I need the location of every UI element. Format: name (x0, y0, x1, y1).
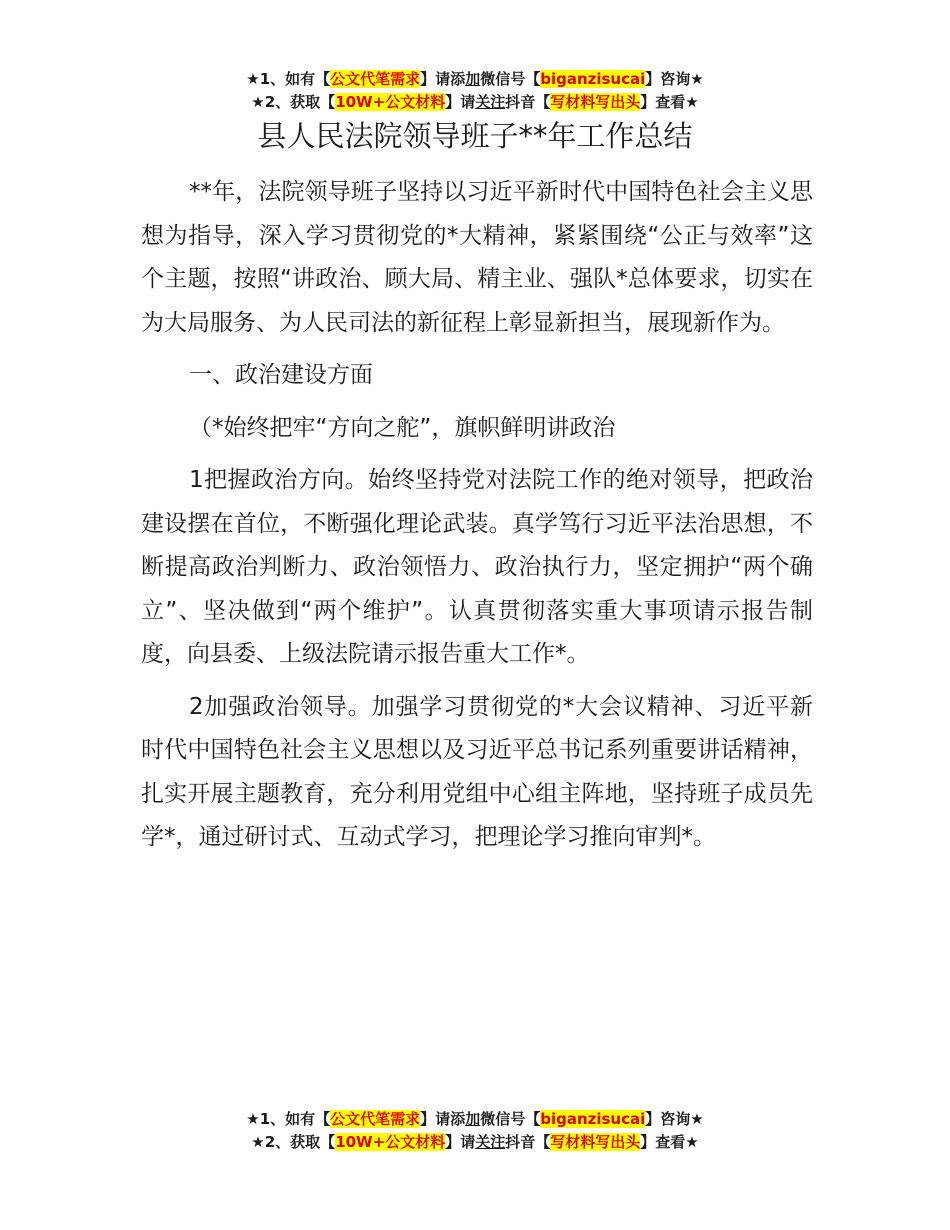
promo-text: 抖音【 (505, 93, 551, 111)
subsection-heading: （*始终把牢“方向之舵”，旗帜鲜明讲政治 (189, 414, 616, 441)
body-paragraph: 1把握政治方向。始终坚持党对法院工作的绝对领导，把政治建设摆在首位，不断强化理论武装。真学笃行习近平法治思想，不断提高政治判断力、政治领悟力、政治执行力，坚定拥护“两个确立”、坚决做到“两个维护”。认真贯彻落实重大事项请示报告制度，向县委、上级法院请示报告重大工作*。 (141, 467, 813, 667)
promo-text: 】咨询★ (645, 1110, 704, 1128)
promo-highlight-writing-service: 公文代笔需求 (330, 1110, 421, 1128)
promo-text: 】请添 (420, 70, 466, 88)
promo-underlined-text: 加 (465, 1110, 481, 1128)
promo-text: 】查看★ (640, 1133, 699, 1151)
promo-text: 】请 (445, 93, 476, 111)
promo-text: 】查看★ (640, 93, 699, 111)
promo-highlight-writing-service: 公文代笔需求 (330, 70, 421, 88)
promo-text: 】请 (445, 1133, 476, 1151)
document-body (141, 171, 813, 869)
section-heading: 一、政治建设方面 (189, 362, 373, 388)
promo-text: 】请添 (420, 1110, 466, 1128)
promo-highlight-wechat-id: biganzisucai (540, 1110, 646, 1128)
promo-line-2 (0, 91, 950, 114)
promo-highlight-douyin-account: 写材料写出头 (550, 1133, 641, 1151)
promo-line-2 (0, 1131, 950, 1154)
promo-highlight-materials: 10W+公文材料 (335, 93, 446, 111)
promo-highlight-wechat-id: biganzisucai (540, 70, 646, 88)
promo-text: 微信号【 (480, 70, 541, 88)
footer-promo-banner (0, 1108, 950, 1154)
promo-text: ★2、获取【 (251, 93, 336, 111)
promo-text: ★1、如有【 (246, 70, 331, 88)
intro-paragraph: **年，法院领导班子坚持以习近平新时代中国特色社会主义思想为指导，深入学习贯彻党的*大精神，紧紧围绕“公正与效率”这个主题，按照“讲政治、顾大局、精主业、强队*总体要求，切实在为大局服务、为人民司法的新征程上彰显新担当，展现新作为。 (141, 179, 813, 336)
promo-text: ★1、如有【 (246, 1110, 331, 1128)
promo-line-1 (0, 1108, 950, 1131)
promo-line-1 (0, 68, 950, 91)
promo-underlined-text: 加 (465, 70, 481, 88)
promo-text: 】咨询★ (645, 70, 704, 88)
header-promo-banner (0, 68, 950, 114)
promo-underlined-text: 关注 (475, 1133, 506, 1151)
promo-highlight-materials: 10W+公文材料 (335, 1133, 446, 1151)
document-title: 县人民法院领导班子**年工作总结 (257, 119, 693, 153)
promo-text: ★2、获取【 (251, 1133, 336, 1151)
promo-underlined-text: 关注 (475, 93, 506, 111)
promo-highlight-douyin-account: 写材料写出头 (550, 93, 641, 111)
promo-text: 微信号【 (480, 1110, 541, 1128)
body-paragraph: 2加强政治领导。加强学习贯彻党的*大会议精神、习近平新时代中国特色社会主义思想以及习近平总书记系列重要讲话精神，扎实开展主题教育，充分利用党组中心组主阵地，坚持班子成员先学*，通过研讨式、互动式学习，把理论学习推向审判*。 (141, 693, 813, 850)
promo-text: 抖音【 (505, 1133, 551, 1151)
